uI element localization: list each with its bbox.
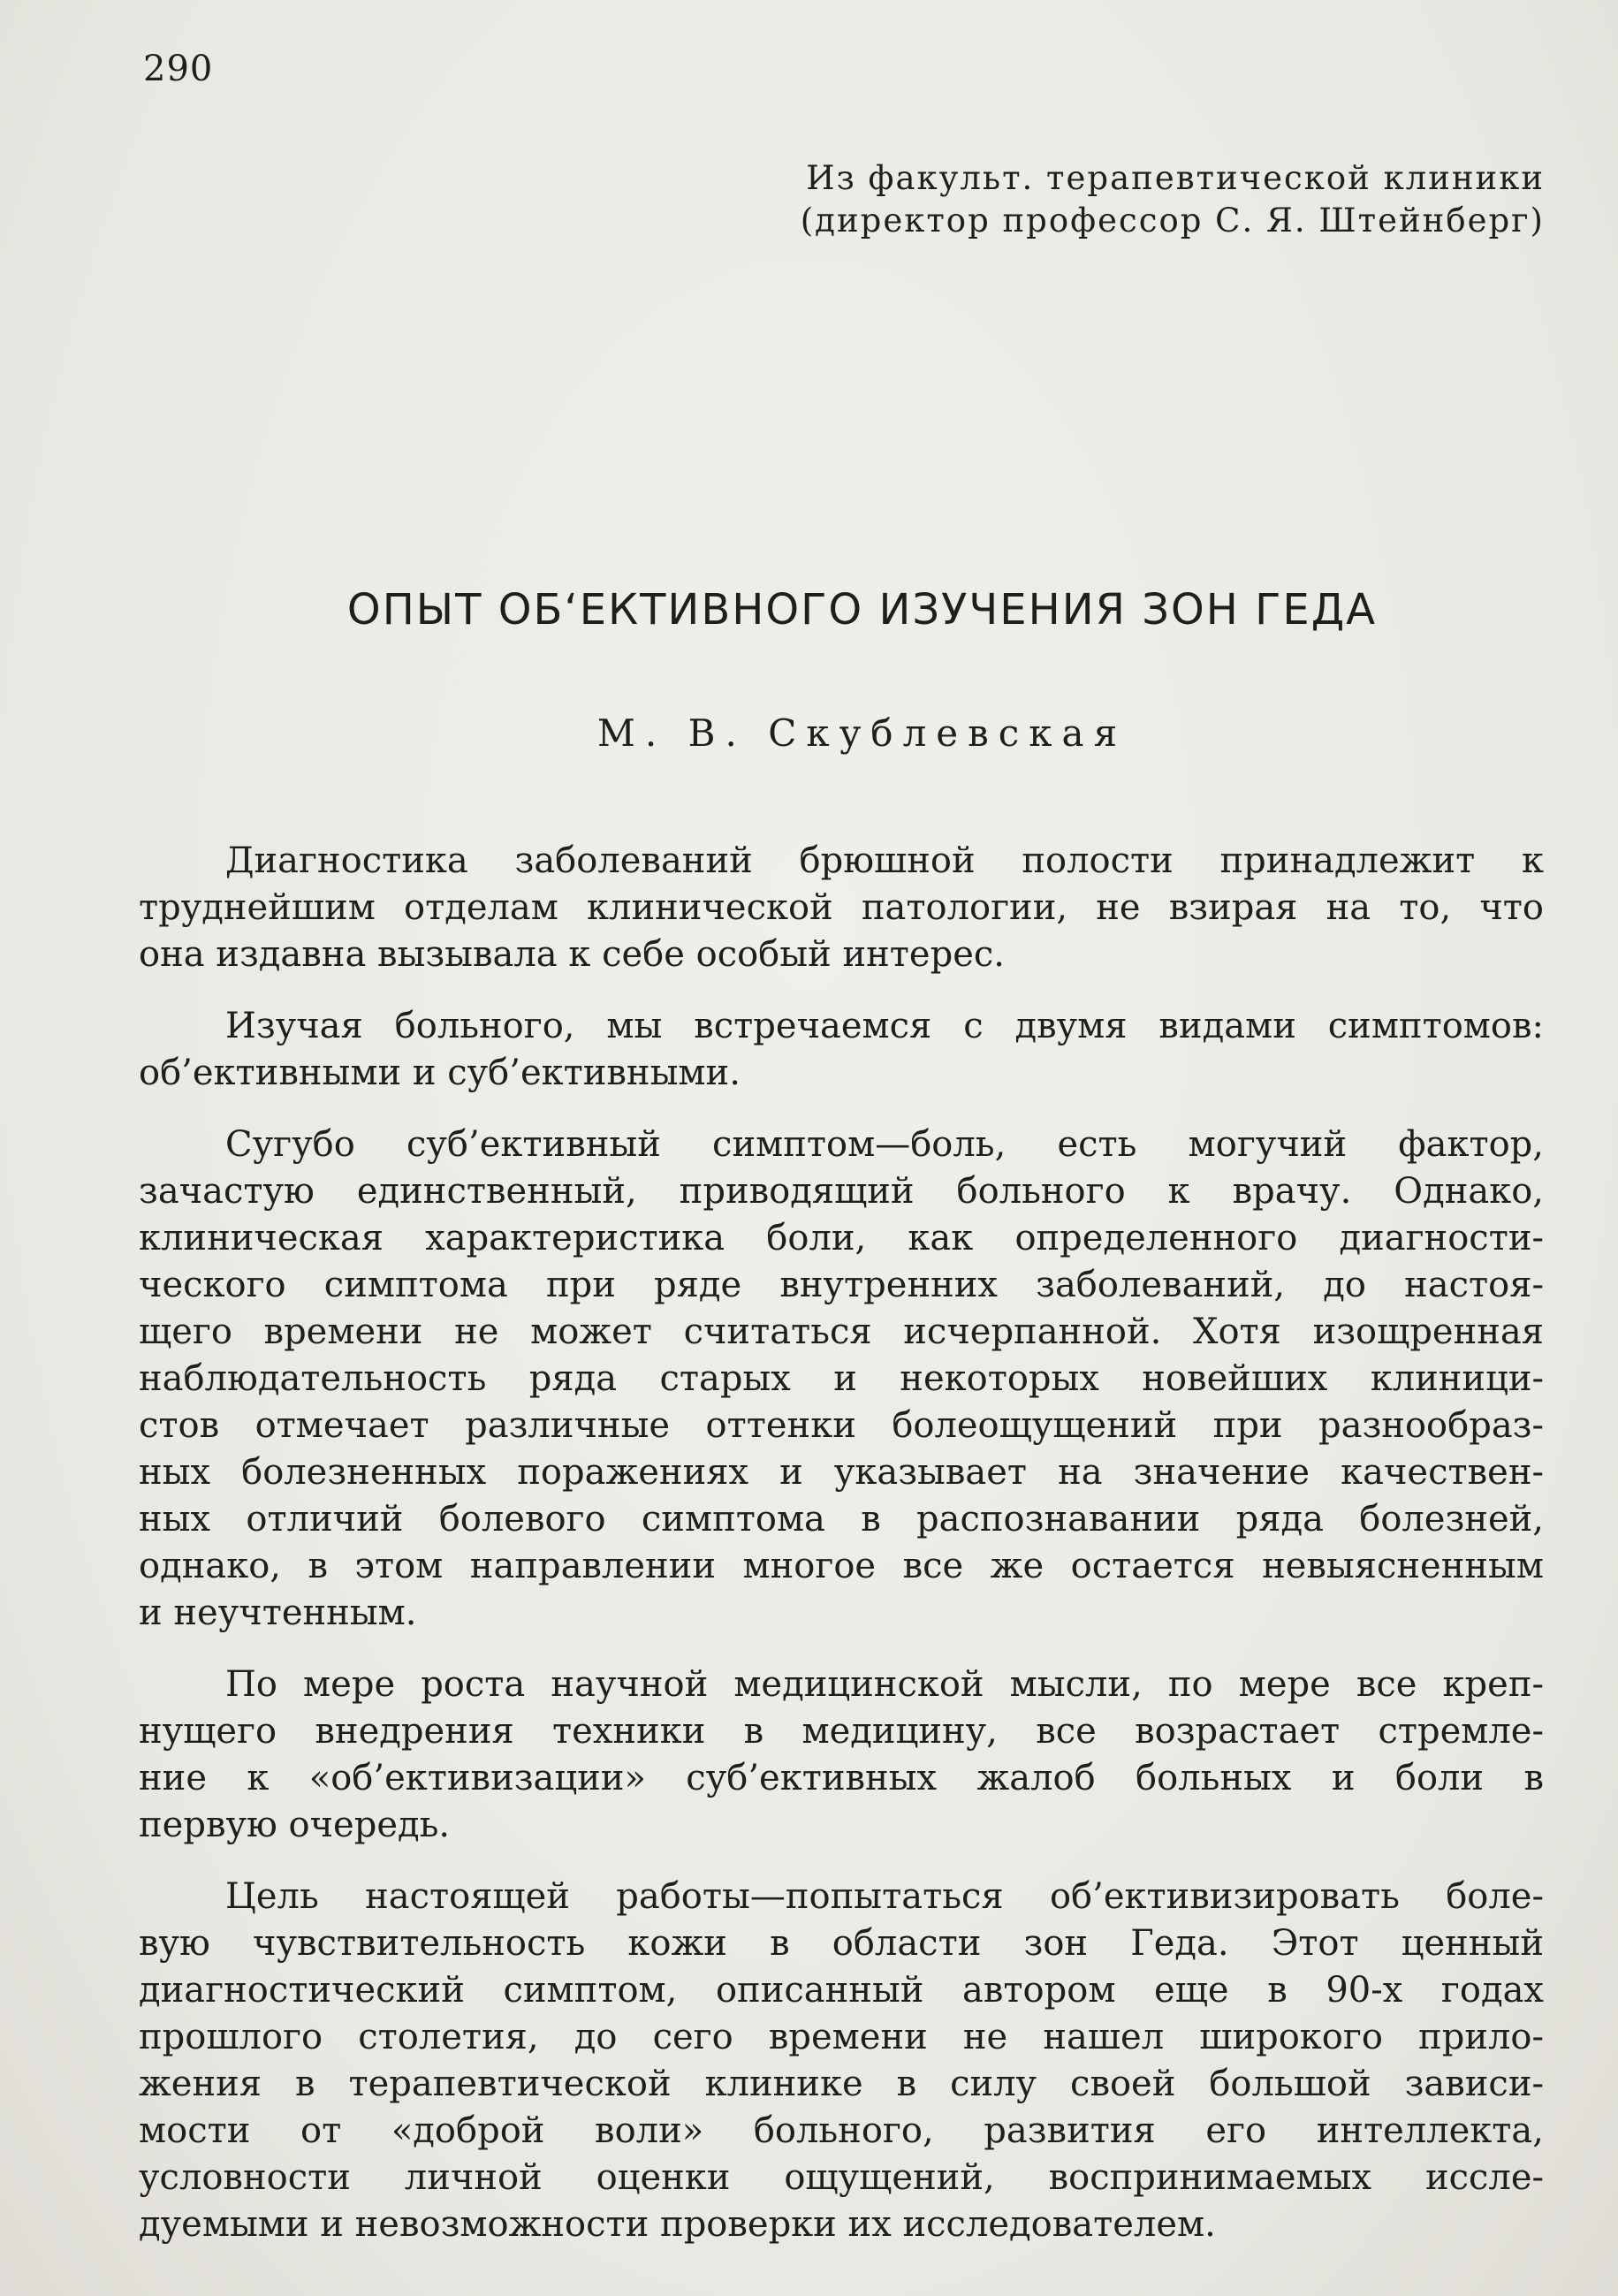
paragraph xyxy=(139,1121,1544,1637)
text-line: ние к «об’ективизации» суб’ективных жалоб больных и боли в xyxy=(139,1758,1544,1798)
page-number: 290 xyxy=(143,49,214,89)
article-author: М. В. Скублевская xyxy=(596,711,1128,755)
text-line: щего времени не может считаться исчерпанной. Хотя изощренная xyxy=(139,1311,1544,1352)
text-line: стов отмечает различные оттенки болеощущений при разнообраз- xyxy=(139,1405,1544,1446)
text-line: и неучтенным. xyxy=(139,1593,417,1633)
text-line: Диагностика заболеваний брюшной полости принадлежит к xyxy=(225,840,1544,881)
paragraph xyxy=(139,1874,1544,2248)
text-line: нущего внедрения техники в медицину, все возрастает стремле- xyxy=(139,1711,1544,1752)
text-line: ных отличий болевого симптома в распознавании ряда болезней, xyxy=(139,1499,1544,1540)
text-line: клиническая характеристика боли, как определенного диагности- xyxy=(139,1218,1544,1258)
text-line: наблюдательность ряда старых и некоторых новейших клиници- xyxy=(139,1358,1544,1399)
paragraph xyxy=(139,1661,1544,1849)
text-line: труднейшим отделам клинической патологии, не взирая на то, что xyxy=(139,887,1544,928)
text-line: условности личной оценки ощущений, воспринимаемых иссле- xyxy=(139,2157,1544,2198)
text-line: мости от «доброй воли» больного, развития его интеллекта, xyxy=(139,2110,1544,2151)
text-line: ных болезненных поражениях и указывает на значение качествен- xyxy=(139,1452,1544,1493)
text-line: диагностический симптом, описанный автором еще в 90-х годах xyxy=(139,1970,1544,2011)
affiliation-line: Из факульт. терапевтической клиники xyxy=(806,159,1545,197)
text-line: По мере роста научной медицинской мысли, по мере все креп- xyxy=(225,1664,1544,1705)
text-line: однако, в этом направлении многое все же остается невыясненным xyxy=(139,1546,1544,1586)
text-line: дуемыми и невозможности проверки их исследователем. xyxy=(139,2204,1216,2245)
text-line: зачастую единственный, приводящий больного к врачу. Однако, xyxy=(139,1171,1544,1212)
affiliation-note xyxy=(801,157,1545,242)
text-line: об’ективными и суб’ективными. xyxy=(139,1053,741,1093)
text-line: Изучая больного, мы встречаемся с двумя видами симптомов: xyxy=(225,1006,1544,1046)
affiliation-line: (директор профессор С. Я. Штейнберг) xyxy=(800,201,1545,239)
text-line: жения в терапевтической клинике в силу своей большой зависи- xyxy=(139,2064,1544,2104)
paragraph xyxy=(139,838,1544,978)
paragraph xyxy=(139,1003,1544,1097)
text-line: прошлого столетия, до сего времени не нашел широкого прило- xyxy=(139,2017,1544,2057)
text-line: ческого симптома при ряде внутренних заболеваний, до настоя- xyxy=(139,1265,1544,1305)
text-line: Сугубо суб’ективный симптом—боль, есть могучий фактор, xyxy=(225,1124,1544,1165)
text-line: вую чувствительность кожи в области зон Геда. Этот ценный xyxy=(139,1923,1544,1964)
text-line: Цель настоящей работы—попытаться об’ективизировать боле- xyxy=(225,1876,1544,1917)
text-line: она издавна вызывала к себе особый интерес. xyxy=(139,934,1005,975)
article-body xyxy=(139,838,1544,2273)
text-line: первую очередь. xyxy=(139,1805,451,1845)
article-title: ОПЫТ ОБ‘ЕКТИВНОГО ИЗУЧЕНИЯ ЗОН ГЕДА xyxy=(346,585,1378,635)
